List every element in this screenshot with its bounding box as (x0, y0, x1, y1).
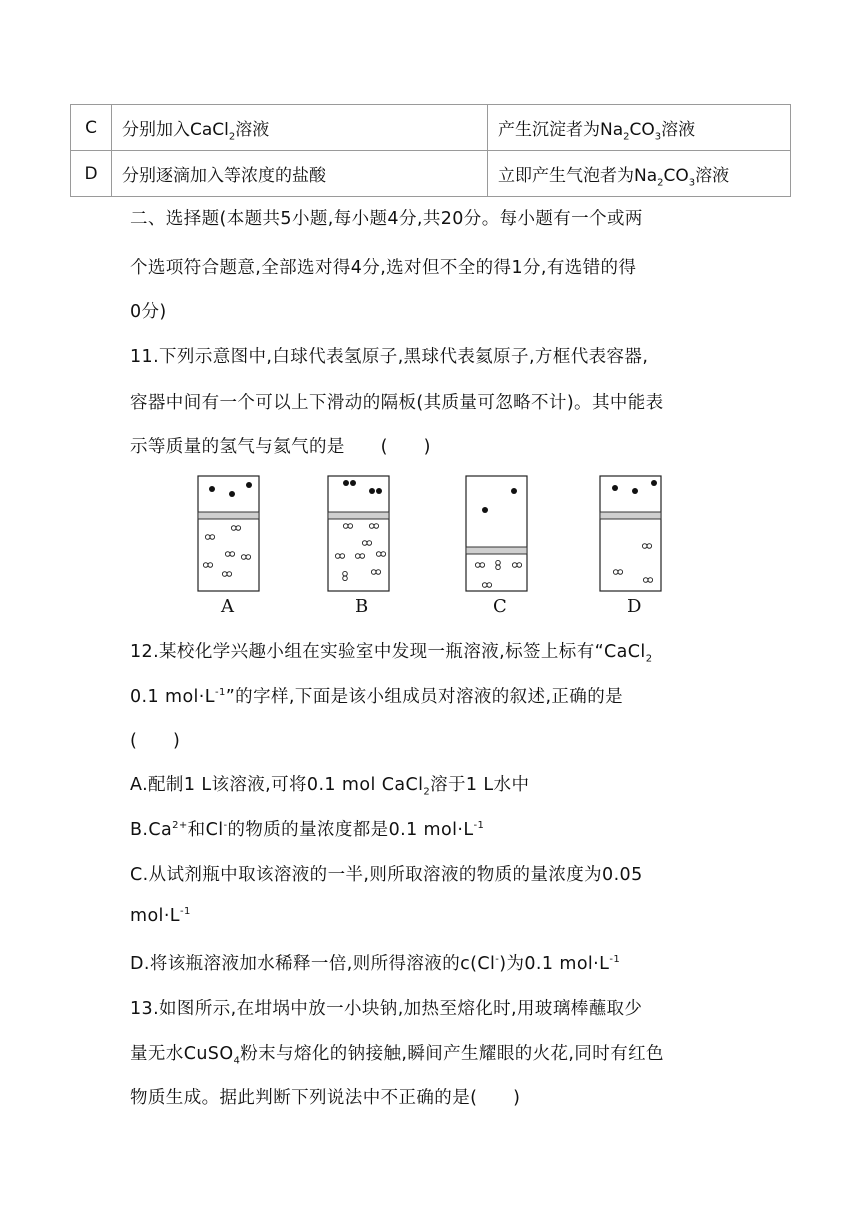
option-a: A.配制1 L该溶液,可将0.1 mol CaCl$_2$溶于1 L水中 (130, 775, 530, 798)
figure-label-c: C (493, 596, 507, 617)
option-c-cont: $mol\cdot L^{-1}$ (130, 906, 191, 926)
container-d (600, 476, 661, 591)
method-cell: 分别加入CaCl$_2$溶液 (112, 105, 488, 151)
figure-label-a: A (221, 596, 234, 617)
container-b (328, 476, 389, 591)
options-table (70, 104, 791, 197)
section-heading-cont: 0分) (130, 302, 167, 322)
section-heading-cont: 个选项符合题意,全部选对得4分,选对但不全的得1分,有选错的得 (130, 258, 637, 278)
question-12-text: 0.1 $mol\cdot L^{-1}$”的字样,下面是该小组成员对溶液的叙述,正确的是 (130, 687, 624, 707)
question-13-text: 量无水CuSO$_4$粉末与熔化的钠接触,瞬间产生耀眼的火花,同时有红色 (130, 1044, 664, 1067)
question-13-text: 13.如图所示,在坩埚中放一小块钠,加热至熔化时,用玻璃棒蘸取少 (130, 999, 643, 1019)
table-row (71, 105, 791, 151)
question-12-text: ( ) (130, 731, 181, 751)
question-12-text: 12.某校化学兴趣小组在实验室中发现一瓶溶液,标签上标有“CaCl$_2$ (130, 642, 653, 665)
question-11-text: 示等质量的氢气与氦气的是 ( ) (130, 437, 431, 457)
option-b: $B.Ca^{2+}$和Cl-的物质的量浓度都是0.1 $mol\cdot L^{-1}$ (130, 820, 485, 840)
question-13-text: 物质生成。据此判断下列说法中不正确的是( ) (130, 1088, 521, 1108)
section-heading: 二、选择题(本题共5小题,每小题4分,共20分。每小题有一个或两 (130, 209, 643, 229)
result-cell: 产生沉淀者为$Na_2CO_3$溶液 (488, 105, 791, 151)
option-d: D.将该瓶溶液加水稀释一倍,则所得溶液的c(Cl-)为0.1 $mol\cdot L^{-1}$ (130, 954, 621, 974)
question-11-text: 11.下列示意图中,白球代表氢原子,黑球代表氦原子,方框代表容器, (130, 347, 649, 367)
result-cell: 立即产生气泡者为$Na_2CO_3$溶液 (488, 151, 791, 197)
method-cell: 分别逐滴加入等浓度的盐酸 (112, 151, 488, 197)
container-a (198, 476, 259, 591)
figure-label-b: B (355, 596, 369, 617)
option-letter: C (71, 105, 112, 151)
option-c: C.从试剂瓶中取该溶液的一半,则所取溶液的物质的量浓度为0.05 (130, 865, 643, 885)
option-letter: D (71, 151, 112, 197)
container-diagram (190, 470, 670, 598)
figure-label-d: D (627, 596, 642, 617)
container-c (466, 476, 527, 591)
table-row (71, 151, 791, 197)
question-11-text: 容器中间有一个可以上下滑动的隔板(其质量可忽略不计)。其中能表 (130, 393, 664, 413)
